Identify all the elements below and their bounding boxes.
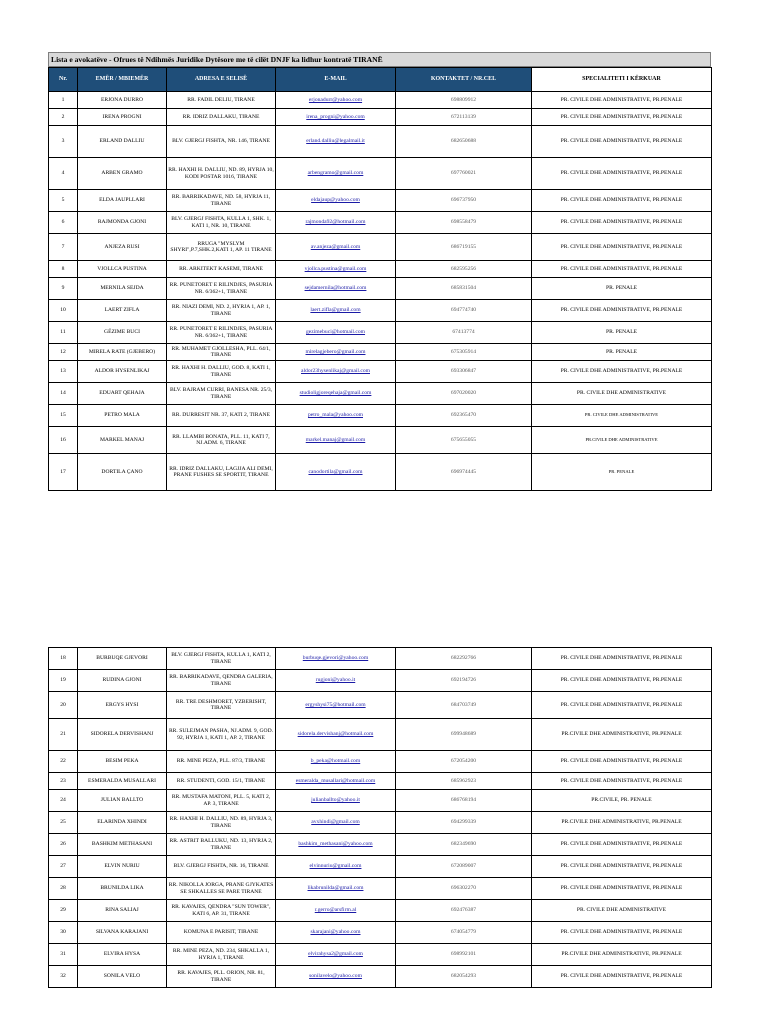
cell-name: ARBEN GRAMO bbox=[78, 158, 167, 190]
email-link[interactable]: erland.dalliu@legalmail.it bbox=[306, 138, 365, 145]
email-link[interactable]: arbengramo@gmail.com bbox=[307, 170, 364, 177]
cell-nr: 23 bbox=[49, 773, 78, 790]
cell-email bbox=[276, 751, 396, 773]
table-row bbox=[49, 454, 712, 491]
cell-phone: 686768194 bbox=[396, 790, 532, 812]
cell-email bbox=[276, 383, 396, 405]
cell-spec: PR. CIVILE DHE ADMINISTRATIVE, PR.PENALE bbox=[532, 261, 712, 278]
cell-phone: 694299339 bbox=[396, 812, 532, 834]
cell-address: RR. ARKITEKT KASEMI, TIRANE bbox=[167, 261, 276, 278]
cell-phone: 696974445 bbox=[396, 454, 532, 491]
cell-phone: 672113139 bbox=[396, 109, 532, 126]
email-link[interactable]: studioligjoreqehaja@gmail.com bbox=[299, 390, 372, 397]
cell-phone: 692365470 bbox=[396, 405, 532, 427]
cell-name: EDUART QEHAJA bbox=[78, 383, 167, 405]
cell-phone: 697020020 bbox=[396, 383, 532, 405]
email-link[interactable]: markel.manaj@gmail.com bbox=[305, 436, 366, 443]
table-header-row bbox=[49, 68, 712, 92]
email-link[interactable]: ergyshysi75@hotmail.com bbox=[305, 701, 366, 708]
cell-name: GËZIME BUCI bbox=[78, 322, 167, 344]
cell-name: MARKEL MANAJ bbox=[78, 427, 167, 454]
cell-phone: 696737950 bbox=[396, 190, 532, 212]
email-link[interactable]: petro_mala@yahoo.com bbox=[307, 412, 363, 419]
cell-spec: PR. CIVILE DHE ADMINISTRATIVE bbox=[532, 900, 712, 922]
cell-spec: PR.CIVILE DHE ADMINISTRATIVE, PR.PENALE bbox=[532, 719, 712, 751]
cell-email bbox=[276, 719, 396, 751]
cell-spec: PR. CIVILE DHE ADMINISTRATIVE bbox=[532, 405, 712, 427]
cell-spec: PR. PENALE bbox=[532, 454, 712, 491]
cell-nr: 19 bbox=[49, 670, 78, 692]
cell-name: BESIM PEKA bbox=[78, 751, 167, 773]
cell-name: RUDINA GJONI bbox=[78, 670, 167, 692]
email-link[interactable]: likabrunilda@gmail.com bbox=[307, 885, 364, 892]
email-link[interactable]: mirelagjebero@gmail.com bbox=[305, 348, 366, 355]
table-row bbox=[49, 648, 712, 670]
cell-email bbox=[276, 856, 396, 878]
cell-phone: 682054293 bbox=[396, 966, 532, 988]
cell-nr: 5 bbox=[49, 190, 78, 212]
cell-nr: 15 bbox=[49, 405, 78, 427]
cell-email bbox=[276, 427, 396, 454]
table-row bbox=[49, 670, 712, 692]
cell-name: ANJEZA RUSI bbox=[78, 234, 167, 261]
table-row bbox=[49, 856, 712, 878]
cell-spec: PR. CIVILE DHE ADMINISTRATIVE, PR.PENALE bbox=[532, 190, 712, 212]
cell-name: ERGYS HYSI bbox=[78, 692, 167, 719]
cell-spec: PR. CIVILE DHE ADMINISTRATIVE, PR.PENALE bbox=[532, 692, 712, 719]
cell-address: RR. BARRIKADAVE, ND. 58, HYRJA 11, TIRANE bbox=[167, 190, 276, 212]
cell-nr: 17 bbox=[49, 454, 78, 491]
cell-spec: PR. PENALE bbox=[532, 278, 712, 300]
cell-address: RR. BARRIKADAVE, QENDRA GALERIA, TIRANE bbox=[167, 670, 276, 692]
cell-phone: 682595256 bbox=[396, 261, 532, 278]
email-link[interactable]: eldajaup@yahoo.com bbox=[311, 197, 360, 204]
cell-nr: 14 bbox=[49, 383, 78, 405]
cell-phone: 675655055 bbox=[396, 427, 532, 454]
cell-email bbox=[276, 648, 396, 670]
cell-spec: PR.CIVILE DHE ADMINISTRATIVE bbox=[532, 427, 712, 454]
cell-phone: 675305914 bbox=[396, 344, 532, 361]
email-link[interactable]: rajmonda92@hotmail.com bbox=[305, 219, 366, 226]
cell-nr: 3 bbox=[49, 126, 78, 158]
cell-nr: 16 bbox=[49, 427, 78, 454]
table-row bbox=[49, 692, 712, 719]
table-row bbox=[49, 751, 712, 773]
email-link[interactable]: sejdamernila@hotmail.com bbox=[304, 285, 367, 292]
table-row bbox=[49, 92, 712, 109]
cell-address: RR. NIAZI DEMI, ND. 2, HYRJA 1, AP. 1, TIRANE bbox=[167, 300, 276, 322]
email-link[interactable]: erjonadurr@yahoo.com bbox=[308, 96, 363, 103]
cell-name: ERJONA DURRO bbox=[78, 92, 167, 109]
cell-name: ELVIRA HYSA bbox=[78, 944, 167, 966]
table-row bbox=[49, 773, 712, 790]
cell-email bbox=[276, 834, 396, 856]
cell-name: SONILA VELO bbox=[78, 966, 167, 988]
cell-phone: 684703749 bbox=[396, 692, 532, 719]
cell-name: LAERT ZIFLA bbox=[78, 300, 167, 322]
cell-email bbox=[276, 126, 396, 158]
cell-name: MIRELA RATE (GJEBERO) bbox=[78, 344, 167, 361]
cell-name: JULIAN BALLTO bbox=[78, 790, 167, 812]
cell-name: MERNILA SEJDA bbox=[78, 278, 167, 300]
cell-nr: 8 bbox=[49, 261, 78, 278]
cell-spec: PR. CIVILE DHE ADMINISTRATIVE, PR.PENALE bbox=[532, 751, 712, 773]
cell-address: RR. HAXHI H. DALLIU, ND. 89, HYRJA 3, TIRANE bbox=[167, 812, 276, 834]
table-row bbox=[49, 427, 712, 454]
cell-address: RR. NIKOLLA JORGA, PRANE GJYKATES SE SHKALLES SE PARE TIRANE bbox=[167, 878, 276, 900]
cell-spec: PR. CIVILE DHE ADMINISTRATIVE, PR.PENALE bbox=[532, 234, 712, 261]
cell-phone: 694774740 bbox=[396, 300, 532, 322]
table-row bbox=[49, 278, 712, 300]
cell-email bbox=[276, 670, 396, 692]
cell-phone: 682349690 bbox=[396, 834, 532, 856]
cell-email bbox=[276, 344, 396, 361]
cell-nr: 27 bbox=[49, 856, 78, 878]
cell-name: BURBUQE GJEVORI bbox=[78, 648, 167, 670]
table-row bbox=[49, 234, 712, 261]
cell-nr: 4 bbox=[49, 158, 78, 190]
cell-nr: 32 bbox=[49, 966, 78, 988]
cell-phone: 674054779 bbox=[396, 922, 532, 944]
email-link[interactable]: elvirahysa2@gmail.com bbox=[308, 951, 363, 958]
cell-spec: PR. CIVILE DHE ADMINISTRATIVE, PR.PENALE bbox=[532, 922, 712, 944]
cell-spec: PR. CIVILE DHE ADMINISTRATIVE, PR.PENALE bbox=[532, 126, 712, 158]
header-nr: Nr. bbox=[49, 68, 78, 92]
cell-name: ELDA JAUPLLARI bbox=[78, 190, 167, 212]
cell-nr: 7 bbox=[49, 234, 78, 261]
header-phone: KONTAKTET / NR.CEL bbox=[396, 68, 532, 92]
header-address: ADRESA E SELISË bbox=[167, 68, 276, 92]
cell-name: SILVANA KARAJANI bbox=[78, 922, 167, 944]
cell-name: RAJMONDA GJONI bbox=[78, 212, 167, 234]
cell-phone: 692194726 bbox=[396, 670, 532, 692]
lawyers-table-part-1 bbox=[48, 67, 712, 491]
cell-name: ERLAND DALLIU bbox=[78, 126, 167, 158]
cell-address: RR. IDRIZ DALLAKU, TIRANE bbox=[167, 109, 276, 126]
table-row bbox=[49, 944, 712, 966]
cell-phone: 698992101 bbox=[396, 944, 532, 966]
cell-phone: 698809912 bbox=[396, 92, 532, 109]
cell-name: BASHKIM METHASANI bbox=[78, 834, 167, 856]
cell-email bbox=[276, 158, 396, 190]
table-row bbox=[49, 344, 712, 361]
cell-email bbox=[276, 278, 396, 300]
cell-address: BLV. GJERGJ FISHTA, KULLA 1, KATI 2, TIRANE bbox=[167, 648, 276, 670]
email-link[interactable]: canodortila@gmail.com bbox=[308, 468, 363, 475]
cell-phone: 696302270 bbox=[396, 878, 532, 900]
cell-email bbox=[276, 234, 396, 261]
cell-address: BLV. GJERGJ FISHTA, NR. 16, TIRANE bbox=[167, 856, 276, 878]
email-link[interactable]: vjollca.pustina@gmail.com bbox=[304, 265, 367, 272]
cell-nr: 2 bbox=[49, 109, 78, 126]
email-link[interactable]: laert.zifla@gmail.com bbox=[310, 307, 361, 314]
cell-address: RR. FADIL DELIU, TIRANE bbox=[167, 92, 276, 109]
table-row bbox=[49, 922, 712, 944]
email-link[interactable]: sidorela.dervishanj@hotmail.com bbox=[297, 731, 374, 738]
table-row bbox=[49, 190, 712, 212]
cell-address: RR. SULEJMAN PASHA, NJ.ADM. 9, GOD. 92, HYRJA 1, KATI 1, AP. 2, TIRANE bbox=[167, 719, 276, 751]
cell-email bbox=[276, 812, 396, 834]
sheet-title: Lista e avokatëve - Ofrues të Ndihmës Juridike Dytësore me të cilët DNJF ka lidhur kontratë TIRANË bbox=[48, 52, 711, 67]
cell-address: RR. HAXHI H. DALLIU, GOD. 8, KATI 1, TIRANE bbox=[167, 361, 276, 383]
cell-address: RR. MUHAMET GJOLLESHA, PLL. 64/1, TIRANE bbox=[167, 344, 276, 361]
cell-address: RR. KAVAJES, QENDRA "SUN TOWER", KATI 6, AP. 31, TIRANE bbox=[167, 900, 276, 922]
cell-email bbox=[276, 361, 396, 383]
email-link[interactable]: rugjoni@yahoo.it bbox=[315, 677, 356, 684]
cell-name: RINA SALIAJ bbox=[78, 900, 167, 922]
cell-address: RR. HAXHI H. DALLIU, ND. 89, HYRJA 10, KODI POSTAR 1016, TIRANE bbox=[167, 158, 276, 190]
cell-name: ELVIN NURIU bbox=[78, 856, 167, 878]
table-row bbox=[49, 261, 712, 278]
cell-nr: 12 bbox=[49, 344, 78, 361]
cell-nr: 9 bbox=[49, 278, 78, 300]
cell-email bbox=[276, 878, 396, 900]
cell-address: RR. MINE PEZA, PLL. 87/3, TIRANE bbox=[167, 751, 276, 773]
cell-address: BLV. GJERGJ FISHTA, KULLA 1, SHK. 1, KATI 1, NR. 10, TIRANE bbox=[167, 212, 276, 234]
cell-email bbox=[276, 790, 396, 812]
email-link[interactable]: bashkim_methasani@yahoo.com bbox=[298, 841, 373, 848]
table-row bbox=[49, 361, 712, 383]
cell-email bbox=[276, 692, 396, 719]
cell-address: RR. IDRIZ DALLAKU, LAGJJA ALI DEMI, PRANE FUSHES SE SPORTIT, TIRANE bbox=[167, 454, 276, 491]
cell-phone: 693306847 bbox=[396, 361, 532, 383]
cell-nr: 25 bbox=[49, 812, 78, 834]
header-name: EMËR / MBIEMËR bbox=[78, 68, 167, 92]
cell-address: RR. LLAMBI BONATA, PLL. 11, KATI 7, NJ.ADM. 6, TIRANE bbox=[167, 427, 276, 454]
email-link[interactable]: julianballto@yahoo.it bbox=[311, 797, 360, 804]
table-row bbox=[49, 212, 712, 234]
cell-spec: PR. CIVILE DHE ADMINISTRATIVE, PR.PENALE bbox=[532, 92, 712, 109]
cell-spec: PR. CIVILE DHE ADMINISTRATIVE, PR.PENALE bbox=[532, 648, 712, 670]
cell-phone: 682650688 bbox=[396, 126, 532, 158]
cell-spec: PR. CIVILE DHE ADMINISTRATIVE, PR.PENALE bbox=[532, 361, 712, 383]
table-row bbox=[49, 812, 712, 834]
cell-email bbox=[276, 261, 396, 278]
cell-name: IRENA PROGNI bbox=[78, 109, 167, 126]
cell-name: ELARINDA XHINDI bbox=[78, 812, 167, 834]
cell-email bbox=[276, 773, 396, 790]
cell-email bbox=[276, 405, 396, 427]
lawyers-table-part-2 bbox=[48, 647, 712, 988]
cell-address: RRUGA "MYSLYM SHYRI",P.7,SHK.2,KATI 1, AP. 11 TIRANE bbox=[167, 234, 276, 261]
cell-address: RR. DURRESIT NR. 37, KATI 2, TIRANE bbox=[167, 405, 276, 427]
cell-spec: PR. CIVILE DHE ADMINISTRATIVE, PR.PENALE bbox=[532, 212, 712, 234]
cell-phone: 672089007 bbox=[396, 856, 532, 878]
email-link[interactable]: avxhindi@gmail.com bbox=[311, 819, 360, 826]
cell-spec: PR. CIVILE DHE ADMINISTRATIVE, PR.PENALE bbox=[532, 966, 712, 988]
email-link[interactable]: sonilavelo@yahoo.com bbox=[309, 973, 362, 980]
cell-phone: 685962923 bbox=[396, 773, 532, 790]
table-row bbox=[49, 834, 712, 856]
cell-address: KOMUNA E PARISIT, TIRANE bbox=[167, 922, 276, 944]
cell-nr: 28 bbox=[49, 878, 78, 900]
cell-spec: PR. CIVILE DHE ADMINISTRATIVE, PR.PENALE bbox=[532, 834, 712, 856]
cell-nr: 11 bbox=[49, 322, 78, 344]
cell-spec: PR. CIVILE DHE ADMINISTRATIVE, PR.PENALE bbox=[532, 878, 712, 900]
email-link[interactable]: skarajani@yahoo.com bbox=[310, 929, 361, 936]
table-row bbox=[49, 966, 712, 988]
cell-email bbox=[276, 109, 396, 126]
cell-address: BLV. BAJRAM CURRI, BANESA NR. 25/3, TIRANE bbox=[167, 383, 276, 405]
cell-address: RR. KAVAJES, PLL. ORION, NR. 81, TIRANE bbox=[167, 966, 276, 988]
cell-name: SIDORELA DERVISHANJ bbox=[78, 719, 167, 751]
cell-phone: 682292766 bbox=[396, 648, 532, 670]
cell-address: RR. PUNETORET E RILINDJES, PASURIA NR. 6/362+1, TIRANE bbox=[167, 322, 276, 344]
cell-email bbox=[276, 944, 396, 966]
cell-nr: 22 bbox=[49, 751, 78, 773]
header-email: E-MAIL bbox=[276, 68, 396, 92]
table-row bbox=[49, 322, 712, 344]
cell-nr: 31 bbox=[49, 944, 78, 966]
cell-address: BLV. GJERGJ FISHTA, NR. 146, TIRANE bbox=[167, 126, 276, 158]
cell-spec: PR.CIVILE, PR. PENALE bbox=[532, 790, 712, 812]
cell-name: DORTILA ÇANO bbox=[78, 454, 167, 491]
cell-address: RR. TRE DESHMORET, YZBERISHT, TIRANE bbox=[167, 692, 276, 719]
cell-email bbox=[276, 966, 396, 988]
cell-nr: 30 bbox=[49, 922, 78, 944]
email-link[interactable]: b_peka@hotmail.com bbox=[310, 758, 361, 765]
table-row bbox=[49, 158, 712, 190]
cell-name: ESMERALDA MUSALLARI bbox=[78, 773, 167, 790]
cell-nr: 21 bbox=[49, 719, 78, 751]
cell-spec: PR. CIVILE DHE ADMINISTRATIVE bbox=[532, 383, 712, 405]
cell-email bbox=[276, 92, 396, 109]
cell-phone: 672054200 bbox=[396, 751, 532, 773]
table-row bbox=[49, 878, 712, 900]
cell-email bbox=[276, 454, 396, 491]
cell-phone: 692476387 bbox=[396, 900, 532, 922]
cell-spec: PR. CIVILE DHE ADMINISTRATIVE, PR.PENALE bbox=[532, 856, 712, 878]
email-link[interactable]: aldor23hysenlikaj@gmail.com bbox=[301, 368, 370, 375]
cell-spec: PR. CIVILE DHE ADMINISTRATIVE, PR.PENALE bbox=[532, 773, 712, 790]
cell-address: RR. PUNETORET E RILINDJES, PASURIA NR. 6/362+1, TIRANE bbox=[167, 278, 276, 300]
cell-nr: 18 bbox=[49, 648, 78, 670]
cell-name: PETRO MALA bbox=[78, 405, 167, 427]
cell-address: RR. MUSTAFA MATONI, PLL. 5, KATI 2, AP. 3, TIRANE bbox=[167, 790, 276, 812]
cell-address: RR. ASTRIT BALLUKU, ND. 13, HYRJA 2, TIRANE bbox=[167, 834, 276, 856]
email-link[interactable]: elvinnuriu@gmail.com bbox=[309, 863, 362, 870]
cell-name: ALDOR HYSENLIKAJ bbox=[78, 361, 167, 383]
cell-address: RR. MINE PEZA, ND. 234, SHKALLA 1, HYRJA 1, TIRANE bbox=[167, 944, 276, 966]
email-link[interactable]: av.anjeza@gmail.com bbox=[310, 243, 361, 250]
email-link[interactable]: r.gerro@arsfirm.al bbox=[314, 907, 357, 914]
email-link[interactable]: burbuqe.gjevori@yahoo.com bbox=[302, 655, 369, 662]
cell-email bbox=[276, 300, 396, 322]
header-spec: SPECIALITETI I KËRKUAR bbox=[532, 68, 712, 92]
cell-email bbox=[276, 322, 396, 344]
cell-address: RR. STUDENTI, GOD. 15/1, TIRANE bbox=[167, 773, 276, 790]
cell-nr: 26 bbox=[49, 834, 78, 856]
cell-email bbox=[276, 190, 396, 212]
table-row bbox=[49, 405, 712, 427]
table-row bbox=[49, 300, 712, 322]
cell-nr: 6 bbox=[49, 212, 78, 234]
table-row bbox=[49, 719, 712, 751]
cell-email bbox=[276, 922, 396, 944]
cell-spec: PR. CIVILE DHE ADMINISTRATIVE, PR.PENALE bbox=[532, 300, 712, 322]
cell-spec: PR. CIVILE DHE ADMINISTRATIVE, PR.PENALE bbox=[532, 158, 712, 190]
cell-nr: 29 bbox=[49, 900, 78, 922]
cell-spec: PR. PENALE bbox=[532, 344, 712, 361]
cell-name: BRUNILDA LIKA bbox=[78, 878, 167, 900]
cell-phone: 699948689 bbox=[396, 719, 532, 751]
cell-spec: PR.CIVILE DHE ADMINISTRATIVE, PR.PENALE bbox=[532, 944, 712, 966]
cell-phone: 67413774 bbox=[396, 322, 532, 344]
cell-spec: PR.CIVILE DHE ADMINISTRATIVE, PR.PENALE bbox=[532, 812, 712, 834]
cell-nr: 1 bbox=[49, 92, 78, 109]
cell-nr: 13 bbox=[49, 361, 78, 383]
cell-nr: 10 bbox=[49, 300, 78, 322]
cell-spec: PR. CIVILE DHE ADMINISTRATIVE, PR.PENALE bbox=[532, 109, 712, 126]
cell-phone: 685831504 bbox=[396, 278, 532, 300]
cell-email bbox=[276, 212, 396, 234]
table-row bbox=[49, 126, 712, 158]
cell-phone: 698558479 bbox=[396, 212, 532, 234]
cell-email bbox=[276, 900, 396, 922]
table-row bbox=[49, 383, 712, 405]
table-row bbox=[49, 900, 712, 922]
cell-phone: 697760021 bbox=[396, 158, 532, 190]
email-link[interactable]: esmeralda_musallari@hotmail.com bbox=[295, 777, 376, 784]
cell-nr: 20 bbox=[49, 692, 78, 719]
cell-phone: 686719155 bbox=[396, 234, 532, 261]
cell-spec: PR. CIVILE DHE ADMINISTRATIVE, PR.PENALE bbox=[532, 670, 712, 692]
table-row bbox=[49, 109, 712, 126]
email-link[interactable]: irena_progni@yahoo.com bbox=[306, 113, 365, 120]
cell-nr: 24 bbox=[49, 790, 78, 812]
table-row bbox=[49, 790, 712, 812]
cell-spec: PR. PENALE bbox=[532, 322, 712, 344]
cell-name: VJOLLCA PUSTINA bbox=[78, 261, 167, 278]
email-link[interactable]: gezimebuci@hotmail.com bbox=[305, 329, 366, 336]
